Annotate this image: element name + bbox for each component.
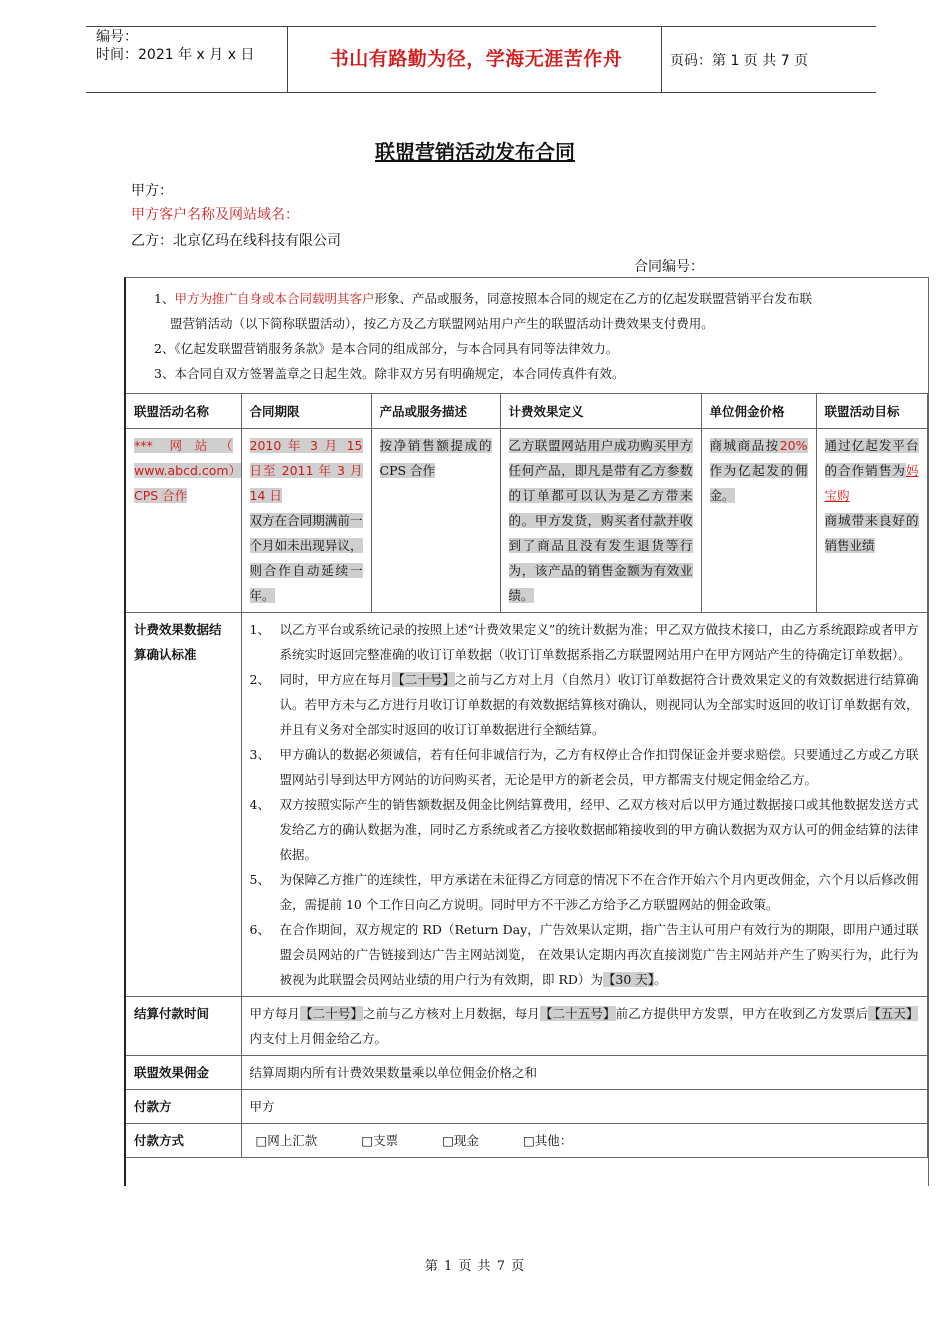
- goal-brand: 妈宝购: [824, 463, 919, 503]
- party-b: 乙方：北京亿玛在线科技有限公司: [131, 233, 341, 249]
- billing-def: 乙方联盟网站用户成功购买甲方任何产品，即凡是带有乙方参数的订单都可以认为是乙方带来的。甲方发货，购买者付款并收到了商品且没有发生退货等行为，该产品的销售金额为有效业绩。: [508, 438, 693, 603]
- intro-item-1: [124, 286, 920, 311]
- product-desc: 按净销售额提成的 CPS 合作: [379, 438, 492, 478]
- table-header-row: [125, 394, 927, 429]
- payment-text: 前乙方提供甲方发票，甲方在收到乙方发票后: [615, 1006, 869, 1021]
- payment-highlight: 【五天】: [868, 1006, 919, 1021]
- commission-post: 作为亿起发的佣金。: [709, 463, 808, 503]
- term-dates: 2010 年 3 月 15 日至 2011 年 3 月 14 日: [249, 438, 363, 503]
- settlement-label: 计费效果数据结算确认标准: [125, 613, 241, 997]
- col-header: 计费效果定义: [500, 394, 701, 429]
- col-header: 联盟活动目标: [816, 394, 927, 429]
- item-num: 3、: [249, 747, 270, 762]
- item-text: 双方按照实际产生的销售额数据及佣金比例结算费用，经甲、乙双方核对后以甲方通过数据接口或其他数据发送方式发给乙方的确认数据为准，同时乙方系统或者乙方接收数据邮箱接收到的甲方确认数据为双方认可的佣金结算的法律依据。: [279, 797, 919, 862]
- table-row: [125, 1056, 927, 1090]
- activity-name: *** 网站（ www.abcd.com）CPS 合作: [134, 438, 242, 503]
- commission-rate: 20%: [779, 438, 808, 453]
- item-num: 1、: [249, 622, 270, 637]
- item-text: 。: [654, 972, 667, 987]
- payment-text: 内支付上月佣金给乙方。: [249, 1031, 388, 1046]
- page-footer: 第 1 页 共 7 页: [424, 1259, 526, 1274]
- activity-name-cell: [125, 429, 241, 613]
- table-row: [125, 997, 927, 1056]
- term-cell: [241, 429, 371, 613]
- payment-highlight: 【二十号】: [300, 1006, 364, 1021]
- header-motto: 书山有路勤为径，学海无涯苦作舟: [329, 48, 623, 70]
- contract-number: 合同编号：: [634, 259, 704, 275]
- contract-table: [124, 393, 928, 1158]
- item-num: 2、: [249, 672, 270, 687]
- payer-value: 甲方: [241, 1090, 927, 1124]
- settlement-cell: [241, 613, 927, 997]
- method-option-online[interactable]: □网上汇款: [255, 1133, 318, 1148]
- method-option-cash[interactable]: □现金: [442, 1133, 479, 1148]
- party-a-name-label: 甲方客户名称及网站域名：: [131, 207, 299, 223]
- term-note: 双方在合同期满前一个月如未出现异议，则合作自动延续一年。: [249, 513, 363, 603]
- header-divider: [287, 26, 288, 92]
- table-row: [125, 429, 927, 613]
- commission-total-label: 联盟效果佣金: [125, 1056, 241, 1090]
- intro-item-2: 2、《亿起发联盟营销服务条款》是本合同的组成部分，与本合同具有同等法律效力。: [154, 341, 619, 356]
- payment-methods: [241, 1124, 927, 1158]
- product-cell: [371, 429, 500, 613]
- table-row: [125, 1124, 927, 1158]
- payment-method-label: 付款方式: [125, 1124, 241, 1158]
- col-header: 合同期限: [241, 394, 371, 429]
- item-highlight: 【30 天】: [602, 972, 655, 987]
- settlement-item: [250, 617, 919, 667]
- commission-cell: [701, 429, 816, 613]
- method-option-other[interactable]: □其他：: [522, 1133, 573, 1148]
- intro-item-1-red: 甲方为推广自身或本合同载明其客户: [174, 291, 375, 306]
- payment-time-label: 结算付款时间: [125, 997, 241, 1056]
- header-page-info: 页码：第 1 页 共 7 页: [670, 53, 809, 69]
- item-text: 在合作期间，双方规定的 RD（Return Day，广告效果认定期，指广告主认可用户有效行为的期限，即用户通过联盟会员网站的广告链接到达广告主网站浏览， 在效果认定期内再次直接浏览广告主网站并产生了购买行为，此行为被视为此联盟会员网站业绩的用户行为有效期，即 RD）为: [279, 922, 919, 987]
- method-option-check[interactable]: □支票: [361, 1133, 399, 1148]
- page-title: 联盟营销活动发布合同: [375, 140, 575, 164]
- settlement-item: [250, 792, 919, 867]
- settlement-item: [250, 667, 919, 742]
- settlement-item: [250, 867, 919, 917]
- party-a: 甲方：: [131, 183, 173, 199]
- header-top-rule: [86, 26, 876, 27]
- goal-cell: [816, 429, 927, 613]
- intro-item-1-num: 1、: [154, 291, 175, 306]
- item-text: 同时，甲方应在每月: [279, 672, 393, 687]
- col-header: 产品或服务描述: [371, 394, 500, 429]
- col-header: 单位佣金价格: [701, 394, 816, 429]
- table-row: [125, 613, 927, 997]
- item-text: 以乙方平台或系统记录的按照上述“计费效果定义”的统计数据为准；甲乙双方做技术接口，由乙方系统跟踪或者甲方系统实时返回完整准确的收订订单数据（收订订单数据系指乙方联盟网站用户在甲方网站产生的待确定订单数据）。: [279, 622, 919, 662]
- item-highlight: 【二十号】: [392, 672, 455, 687]
- commission-total-value: 结算周期内所有计费效果数量乘以单位佣金价格之和: [241, 1056, 927, 1090]
- payment-time-cell: [241, 997, 927, 1056]
- goal-pre: 通过亿起发平台的合作销售为: [824, 438, 919, 478]
- item-num: 5、: [249, 872, 270, 887]
- intro-clauses: [124, 286, 920, 386]
- doc-number-label: 编号：: [96, 29, 138, 45]
- payment-highlight: 【二十五号】: [539, 1006, 616, 1021]
- item-text: 之前与乙方对上月（自然月）收订订单数据符合计费效果定义的有效数据进行结算确认。若甲方未与乙方进行月收订订单数据的有效数据结算核对确认，则视同认为全部实时返回的收订订单数据有效，并且有义务对全部实时返回的收订订单数据进行全额结算。: [279, 672, 919, 737]
- intro-item-1-text: 形象、产品或服务，同意按照本合同的规定在乙方的亿起发联盟营销平台发布联: [374, 291, 812, 306]
- header-bottom-rule: [86, 92, 876, 93]
- item-text: 甲方确认的数据必须诚信，若有任何非诚信行为，乙方有权停止合作扣罚保证金并要求赔偿。只要通过乙方或乙方联盟网站引导到达甲方网站的访问购买者，无论是甲方的新老会员，甲方都需支付规定佣金给乙方。: [279, 747, 919, 787]
- intro-item-1-cont: 盟营销活动（以下简称联盟活动），按乙方及乙方联盟网站用户产生的联盟活动计费效果支付费用。: [170, 316, 714, 331]
- item-text: 为保障乙方推广的连续性，甲方承诺在未征得乙方同意的情况下不在合作开始六个月内更改佣金，六个月以后修改佣金，需提前 10 个工作日向乙方说明。同时甲方不干涉乙方给予乙方联盟网站的佣金政策。: [279, 872, 919, 912]
- table-row: [125, 1090, 927, 1124]
- col-header: 联盟活动名称: [125, 394, 241, 429]
- payment-text: 甲方每月: [249, 1006, 300, 1021]
- header-meta: [96, 28, 254, 64]
- payment-text: 之前与乙方核对上月数据，每月: [363, 1006, 540, 1021]
- item-num: 4、: [249, 797, 270, 812]
- intro-item-3: 3、本合同自双方签署盖章之日起生效。除非双方另有明确规定，本合同传真件有效。: [154, 366, 625, 381]
- doc-time: 时间：2021 年 x 月 x 日: [96, 47, 255, 63]
- header-divider: [661, 26, 662, 92]
- payer-label: 付款方: [125, 1090, 241, 1124]
- commission-pre: 商城商品按: [709, 438, 780, 453]
- settlement-item: [250, 917, 919, 992]
- item-num: 6、: [249, 922, 270, 937]
- settlement-item: [250, 742, 919, 792]
- billing-cell: [500, 429, 701, 613]
- goal-post: 商城带来良好的销售业绩: [824, 513, 919, 553]
